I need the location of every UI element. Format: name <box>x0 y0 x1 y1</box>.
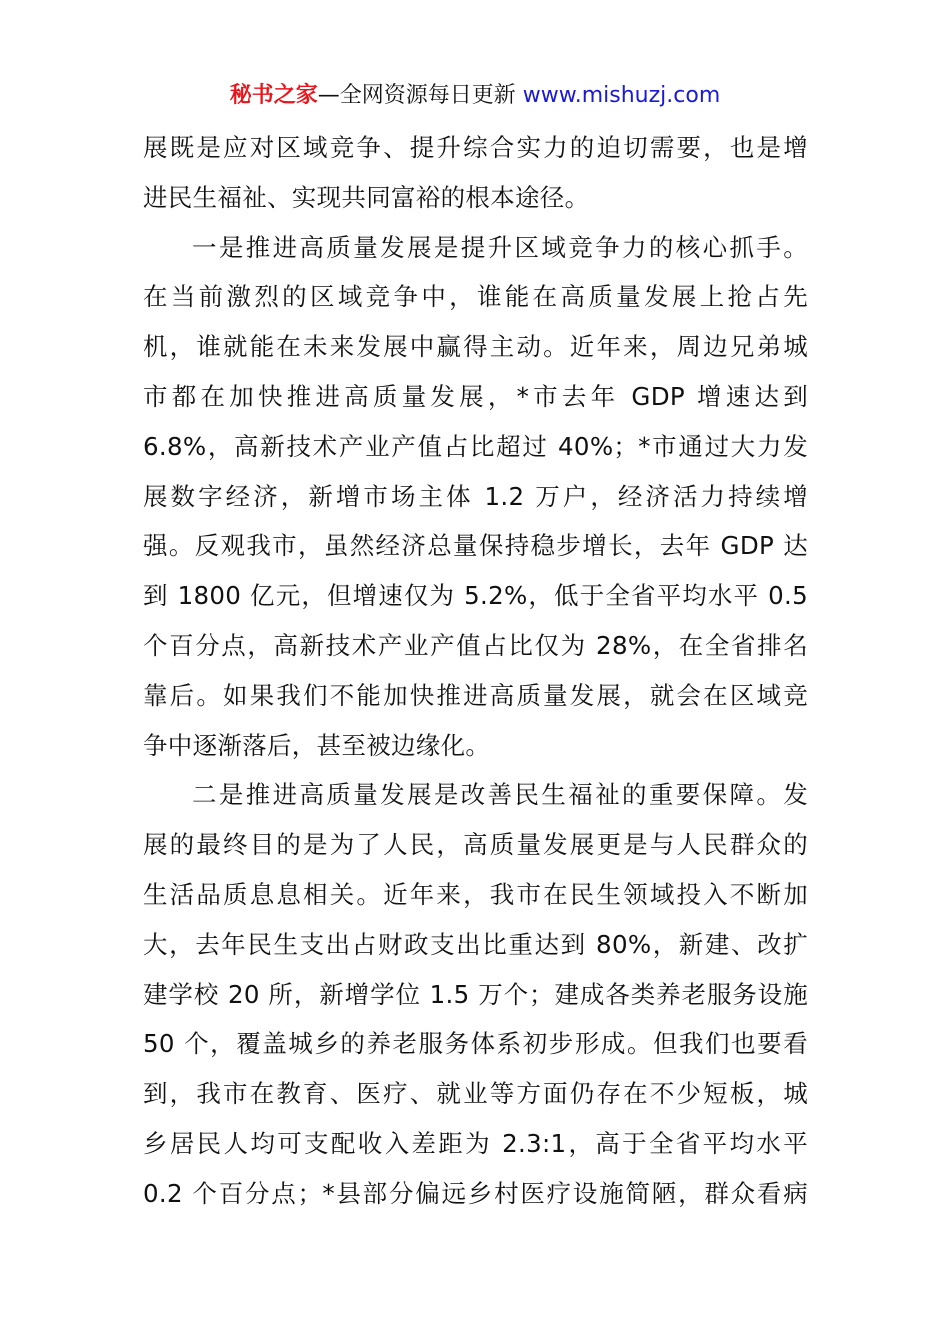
text-line: 强。反观我市，虽然经济总量保持稳步增长，去年 GDP 达 <box>143 531 808 561</box>
text-line: 0.2 个百分点；*县部分偏远乡村医疗设施简陋，群众看病 <box>143 1178 808 1208</box>
text-line: 乡居民人均可支配收入差距为 2.3:1，高于全省平均水平 <box>143 1128 808 1158</box>
text-line: 展既是应对区域竞争、提升综合实力的迫切需要，也是增 <box>143 133 808 162</box>
text-line: 二是推进高质量发展是改善民生福祉的重要保障。发 <box>192 780 808 810</box>
text-line: 市都在加快推进高质量发展，*市去年 GDP 增速达到 <box>143 381 808 411</box>
text-line: 生活品质息息相关。近年来，我市在民生领域投入不断加 <box>143 879 808 909</box>
text-line: 展数字经济，新增市场主体 1.2 万户，经济活力持续增 <box>143 481 808 511</box>
text-line: 建学校 20 所，新增学位 1.5 万个；建成各类养老服务设施 <box>143 979 808 1009</box>
page-header <box>0 80 950 112</box>
text-line: 到，我市在教育、医疗、就业等方面仍存在不少短板，城 <box>143 1079 808 1109</box>
header-tagline: —全网资源每日更新 <box>317 83 516 108</box>
text-line: 争中逐渐落后，甚至被边缘化。 <box>143 730 491 760</box>
text-line: 展的最终目的是为了人民，高质量发展更是与人民群众的 <box>143 830 808 860</box>
text-line: 进民生福祉、实现共同富裕的根本途径。 <box>143 182 590 212</box>
document-body <box>143 123 808 1219</box>
text-line: 在当前激烈的区域竞争中，谁能在高质量发展上抢占先 <box>143 282 808 312</box>
text-line: 大，去年民生支出占财政支出比重达到 80%，新建、改扩 <box>143 929 808 959</box>
text-line: 到 1800 亿元，但增速仅为 5.2%，低于全省平均水平 0.5 <box>143 581 808 611</box>
text-line: 机，谁就能在未来发展中赢得主动。近年来，周边兄弟城 <box>143 332 808 362</box>
brand-name: 秘书之家 <box>229 83 318 108</box>
text-line: 个百分点，高新技术产业产值占比仅为 28%，在全省排名 <box>143 630 808 660</box>
site-url[interactable]: www.mishuzj.com <box>522 83 721 108</box>
text-line: 靠后。如果我们不能加快推进高质量发展，就会在区域竞 <box>143 680 808 710</box>
text-line: 一是推进高质量发展是提升区域竞争力的核心抓手。 <box>192 232 808 262</box>
text-line: 6.8%，高新技术产业产值占比超过 40%；*市通过大力发 <box>143 431 808 461</box>
text-line: 50 个，覆盖城乡的养老服务体系初步形成。但我们也要看 <box>143 1029 808 1059</box>
